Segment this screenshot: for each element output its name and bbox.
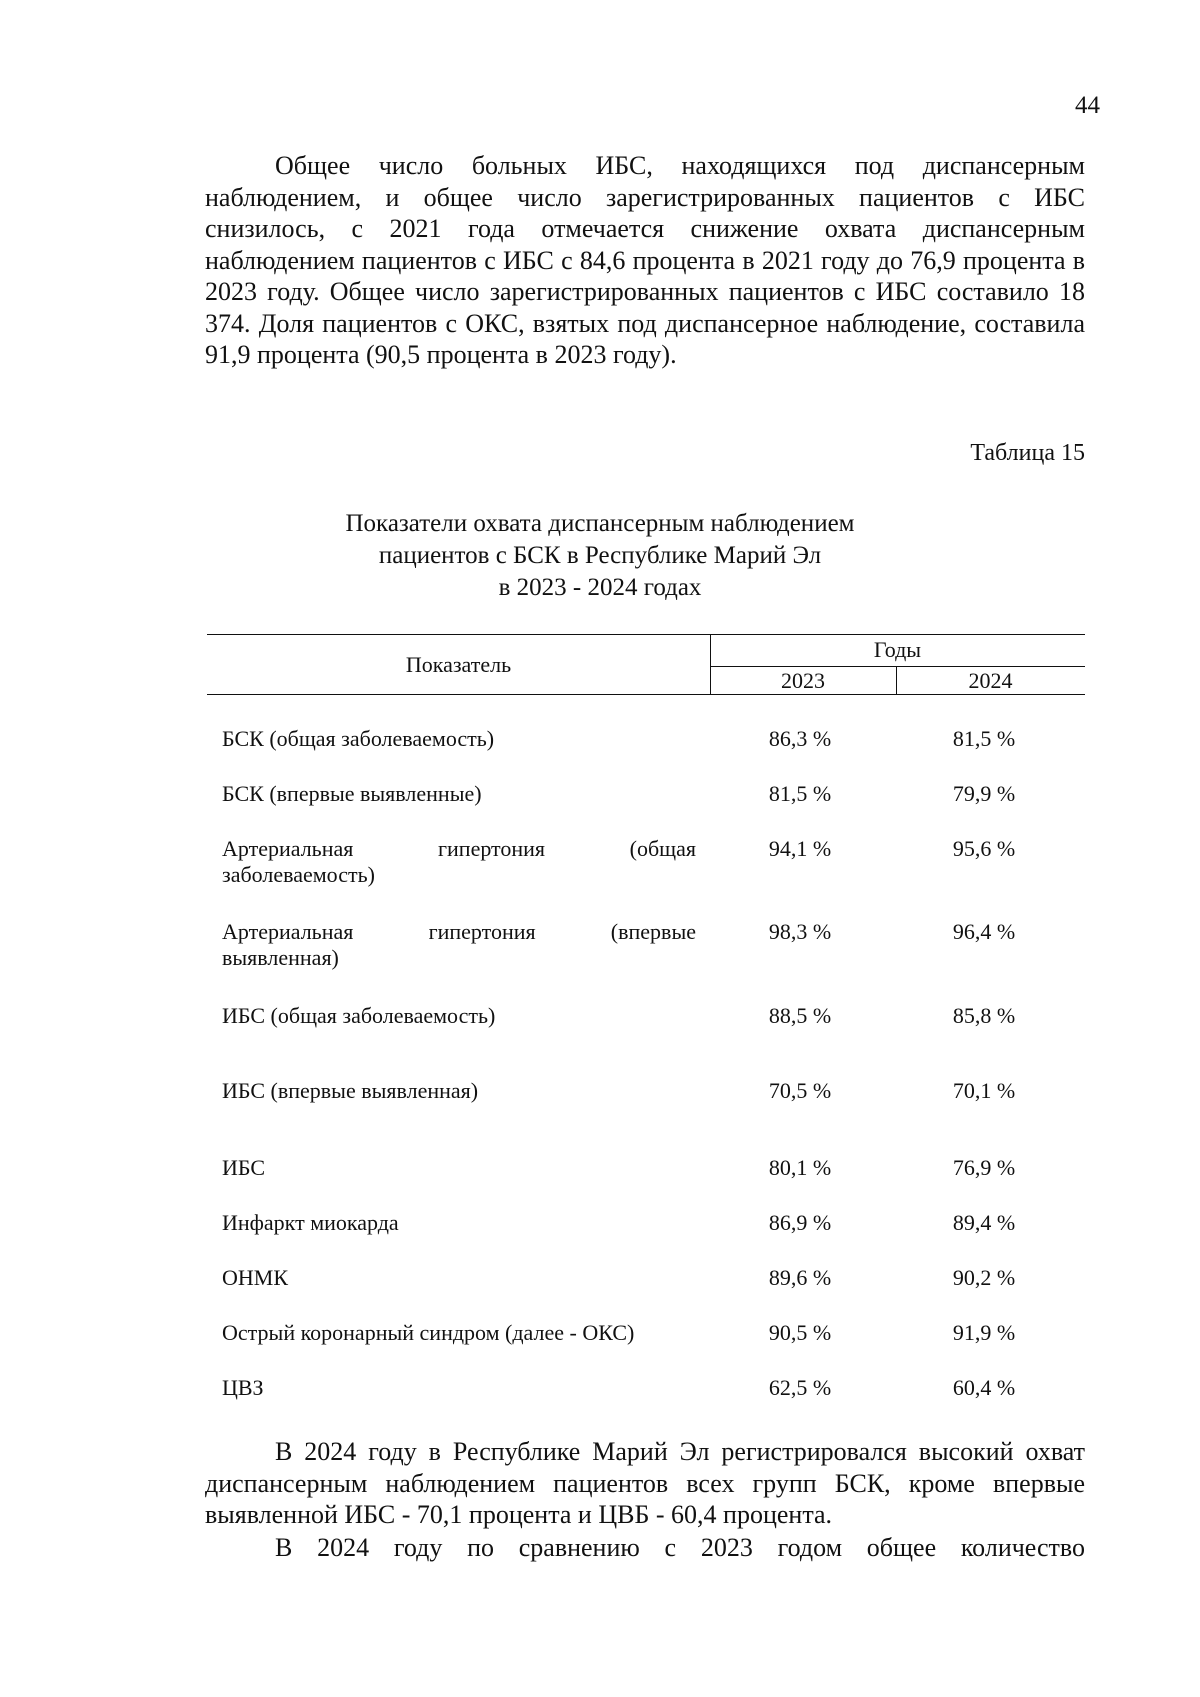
row-label-line: заболеваемость) (222, 862, 375, 887)
row-label-line: Артериальная гипертония (впервые (222, 919, 696, 944)
header-bottom-rule (207, 694, 1085, 695)
table-title (300, 508, 900, 604)
table-cell-2024: 81,5 % (952, 726, 1016, 751)
table-title-line: Показатели охвата диспансерным наблюдением (345, 510, 855, 537)
table-cell-2024: 90,2 % (952, 1265, 1016, 1290)
header-years-group: Годы (873, 637, 922, 662)
header-indicator: Показатель (405, 652, 512, 677)
table-cell-2023: 89,6 % (768, 1265, 832, 1290)
table-title-line: в 2023 - 2024 годах (498, 574, 702, 601)
table-cell-2023: 81,5 % (768, 781, 832, 806)
table-label: Таблица 15 (970, 440, 1085, 466)
row-label-line: Артериальная гипертония (общая (222, 836, 696, 861)
table-cell-2023: 98,3 % (768, 919, 832, 944)
table-row-label (222, 1003, 696, 1029)
table-cell-2023: 70,5 % (768, 1078, 832, 1103)
row-label-line: БСК (общая заболеваемость) (222, 726, 495, 751)
conclusion-paragraph: В 2024 году в Республике Марий Эл регистрировался высокий охват диспансерным наблюдением пациентов всех групп БСК, кроме впервые выявленной ИБС - 70,1 процента и ЦВБ - 60,4 процента. (205, 1437, 1085, 1529)
row-label-line: ИБС (222, 1155, 266, 1180)
row-label-line: выявленная) (222, 945, 339, 970)
table-cell-2024: 96,4 % (952, 919, 1016, 944)
years-group-rule (710, 666, 1085, 667)
table-row-label (222, 919, 696, 971)
intro-paragraph: Общее число больных ИБС, находящихся под диспансерным наблюдением, и общее число зарегистрированных пациентов с ИБС снизилось, с 2021 года отмечается снижение охвата диспансерным наблюдением пациентов с ИБС с 84,6 процента в 2021 году до 76,9 процента в 2023 году. Общее число зарегистрированных пациентов с ИБС составило 18 374. Доля пациентов с ОКС, взятых под диспансерное наблюдение, составила 91,9 процента (90,5 процента в 2023 году). (205, 151, 1085, 369)
table-cell-2024: 79,9 % (952, 781, 1016, 806)
table-row-label (222, 1078, 696, 1104)
page-number: 44 (1075, 92, 1100, 119)
table-cell-2024: 60,4 % (952, 1375, 1016, 1400)
table-row-label (222, 726, 696, 752)
continuation-paragraph: В 2024 году по сравнению с 2023 годом общее количество (275, 1533, 1085, 1562)
row-label-line: Инфаркт миокарда (222, 1210, 399, 1235)
table-row-label (222, 1375, 696, 1401)
table-cell-2023: 90,5 % (768, 1320, 832, 1345)
row-label-line: ОНМК (222, 1265, 289, 1290)
table-cell-2024: 76,9 % (952, 1155, 1016, 1180)
table-top-rule (207, 634, 1085, 635)
row-label-line: ЦВЗ (222, 1375, 264, 1400)
table-row-label (222, 1155, 696, 1181)
table-cell-2024: 85,8 % (952, 1003, 1016, 1028)
table-cell-2024: 70,1 % (952, 1078, 1016, 1103)
table-cell-2023: 88,5 % (768, 1003, 832, 1028)
table-row-label (222, 1265, 696, 1291)
header-year-2024: 2024 (968, 668, 1013, 693)
table-cell-2024: 95,6 % (952, 836, 1016, 861)
row-label-line: ИБС (общая заболеваемость) (222, 1003, 496, 1028)
table-cell-2023: 86,3 % (768, 726, 832, 751)
table-row-label (222, 836, 696, 888)
table-cell-2023: 62,5 % (768, 1375, 832, 1400)
table-row-label (222, 1320, 696, 1346)
header-year-2023: 2023 (781, 668, 825, 693)
table-cell-2024: 89,4 % (952, 1210, 1016, 1235)
table-cell-2023: 94,1 % (768, 836, 832, 861)
row-label-line: ИБС (впервые выявленная) (222, 1078, 479, 1103)
table-row-label (222, 781, 696, 807)
table-cell-2024: 91,9 % (952, 1320, 1016, 1345)
table-title-line: пациентов с БСК в Республике Марий Эл (378, 542, 822, 569)
table-row-label (222, 1210, 696, 1236)
row-label-line: Острый коронарный синдром (далее - ОКС) (222, 1320, 635, 1345)
table-cell-2023: 86,9 % (768, 1210, 832, 1235)
table-cell-2023: 80,1 % (768, 1155, 832, 1180)
row-label-line: БСК (впервые выявленные) (222, 781, 482, 806)
